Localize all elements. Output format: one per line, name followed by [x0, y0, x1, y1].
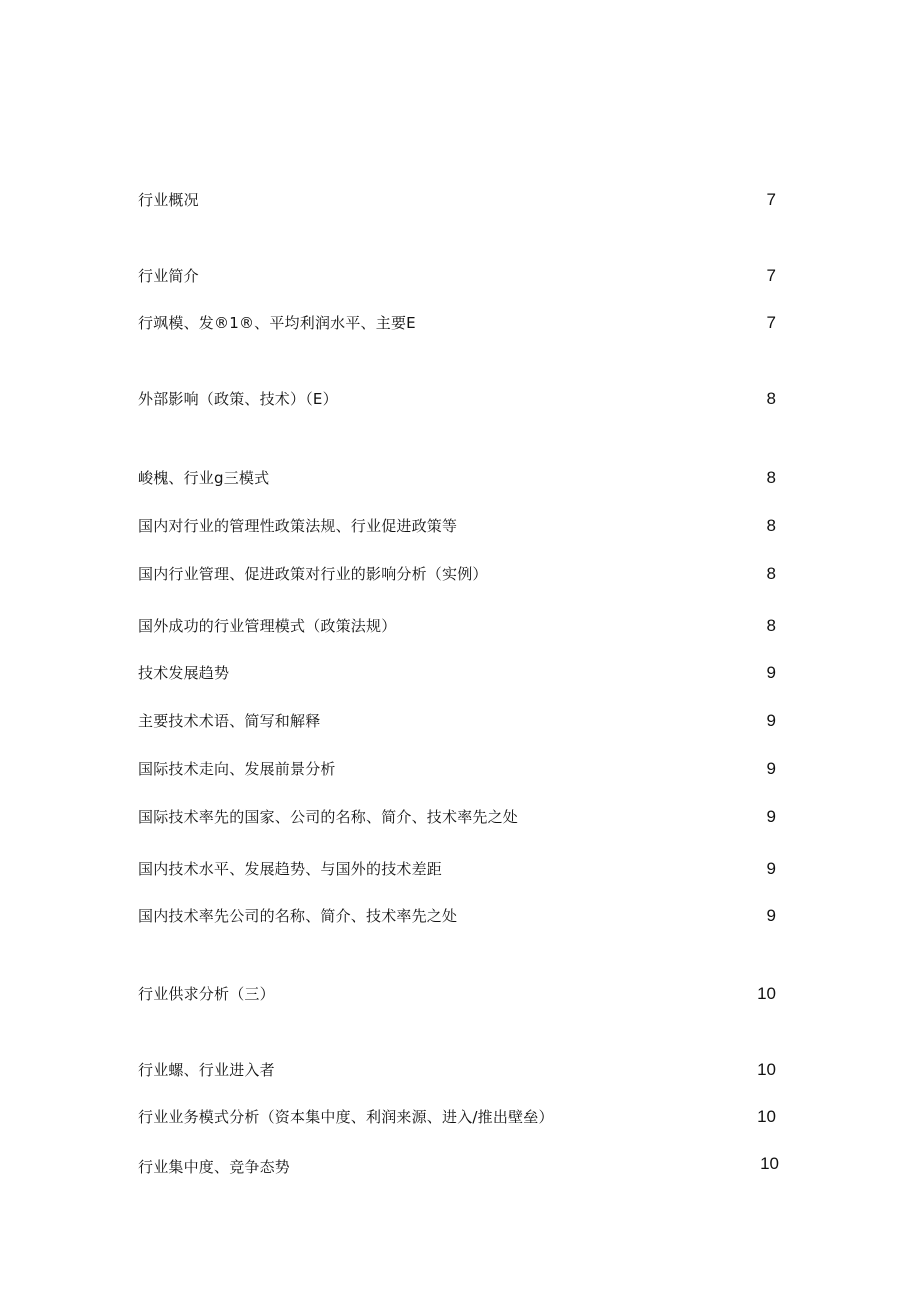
toc-entry [138, 464, 780, 488]
toc-entry-page: 10 [757, 1060, 776, 1079]
toc-entry [138, 1103, 780, 1127]
toc-entry-title: 行业业务模式分析（资本集中度、利润来源、进入/推出壁垒） [138, 1108, 554, 1126]
toc-entry-page: 9 [766, 759, 776, 778]
toc-entry-page: 9 [766, 859, 776, 878]
toc-entry-page: 9 [766, 906, 776, 925]
toc-entry-title: 行业简介 [138, 267, 199, 285]
toc-entry-page: 7 [766, 313, 776, 332]
toc-entry [138, 262, 780, 286]
toc-entry [138, 560, 780, 584]
toc-entry [138, 512, 780, 536]
toc-entry-title: 国内技术率先公司的名称、简介、技术率先之处 [138, 907, 458, 925]
toc-entry [138, 980, 780, 1004]
toc-entry-page: 9 [766, 711, 776, 730]
toc-entry-page: 8 [766, 468, 776, 487]
toc-entry-title: 峻槐、行业g三模式 [138, 469, 270, 487]
toc-entry [138, 1153, 780, 1177]
toc-entry [138, 385, 780, 409]
toc-entry [138, 755, 780, 779]
toc-entry-title: 国外成功的行业管理模式（政策法规） [138, 617, 397, 635]
toc-entry [138, 309, 780, 333]
toc-entry-title: 国内行业管理、促进政策对行业的影响分析（实例） [138, 565, 488, 583]
toc-entry [138, 612, 780, 636]
toc-entry-title: 行业螺、行业进入者 [138, 1061, 275, 1079]
toc-entry-page: 10 [757, 1107, 776, 1126]
toc-entry [138, 1056, 780, 1080]
toc-entry-title: 行业集中度、竞争态势 [138, 1158, 291, 1176]
toc-entry-title: 国际技术走向、发展前景分析 [138, 760, 336, 778]
toc-entry-page: 8 [766, 616, 776, 635]
toc-entry-title: 国内对行业的管理性政策法规、行业促进政策等 [138, 517, 458, 535]
toc-entry-title: 外部影响（政策、技术）（E） [138, 390, 338, 408]
toc-entry-page: 9 [766, 807, 776, 826]
toc-entry-page: 10 [757, 984, 776, 1003]
toc-entry-title: 主要技术术语、简写和解释 [138, 712, 321, 730]
toc-entry-page: 8 [766, 564, 776, 583]
toc-entry [138, 659, 780, 683]
toc-entry-page: 7 [766, 266, 776, 285]
toc-entry [138, 803, 780, 827]
toc-entry-page: 7 [766, 190, 776, 209]
toc-entry-title: 行业供求分析（三） [138, 985, 275, 1003]
toc-entry-page: 9 [766, 663, 776, 682]
toc-entry-page: 8 [766, 516, 776, 535]
toc-entry [138, 902, 780, 926]
toc-entry-title: 行业概况 [138, 191, 199, 209]
toc-entry-title: 行飒模、发®1®、平均利润水平、主要E [138, 314, 416, 332]
toc-entry [138, 855, 780, 879]
toc-entry-title: 技术发展趋势 [138, 664, 230, 682]
toc-entry-page: 10 [760, 1154, 779, 1173]
toc-entry [138, 707, 780, 731]
toc-entry-page: 8 [766, 389, 776, 408]
toc-entry-title: 国内技术水平、发展趋势、与国外的技术差距 [138, 860, 443, 878]
toc-entry-title: 国际技术率先的国家、公司的名称、简介、技术率先之处 [138, 808, 519, 826]
toc-entry [138, 186, 780, 210]
